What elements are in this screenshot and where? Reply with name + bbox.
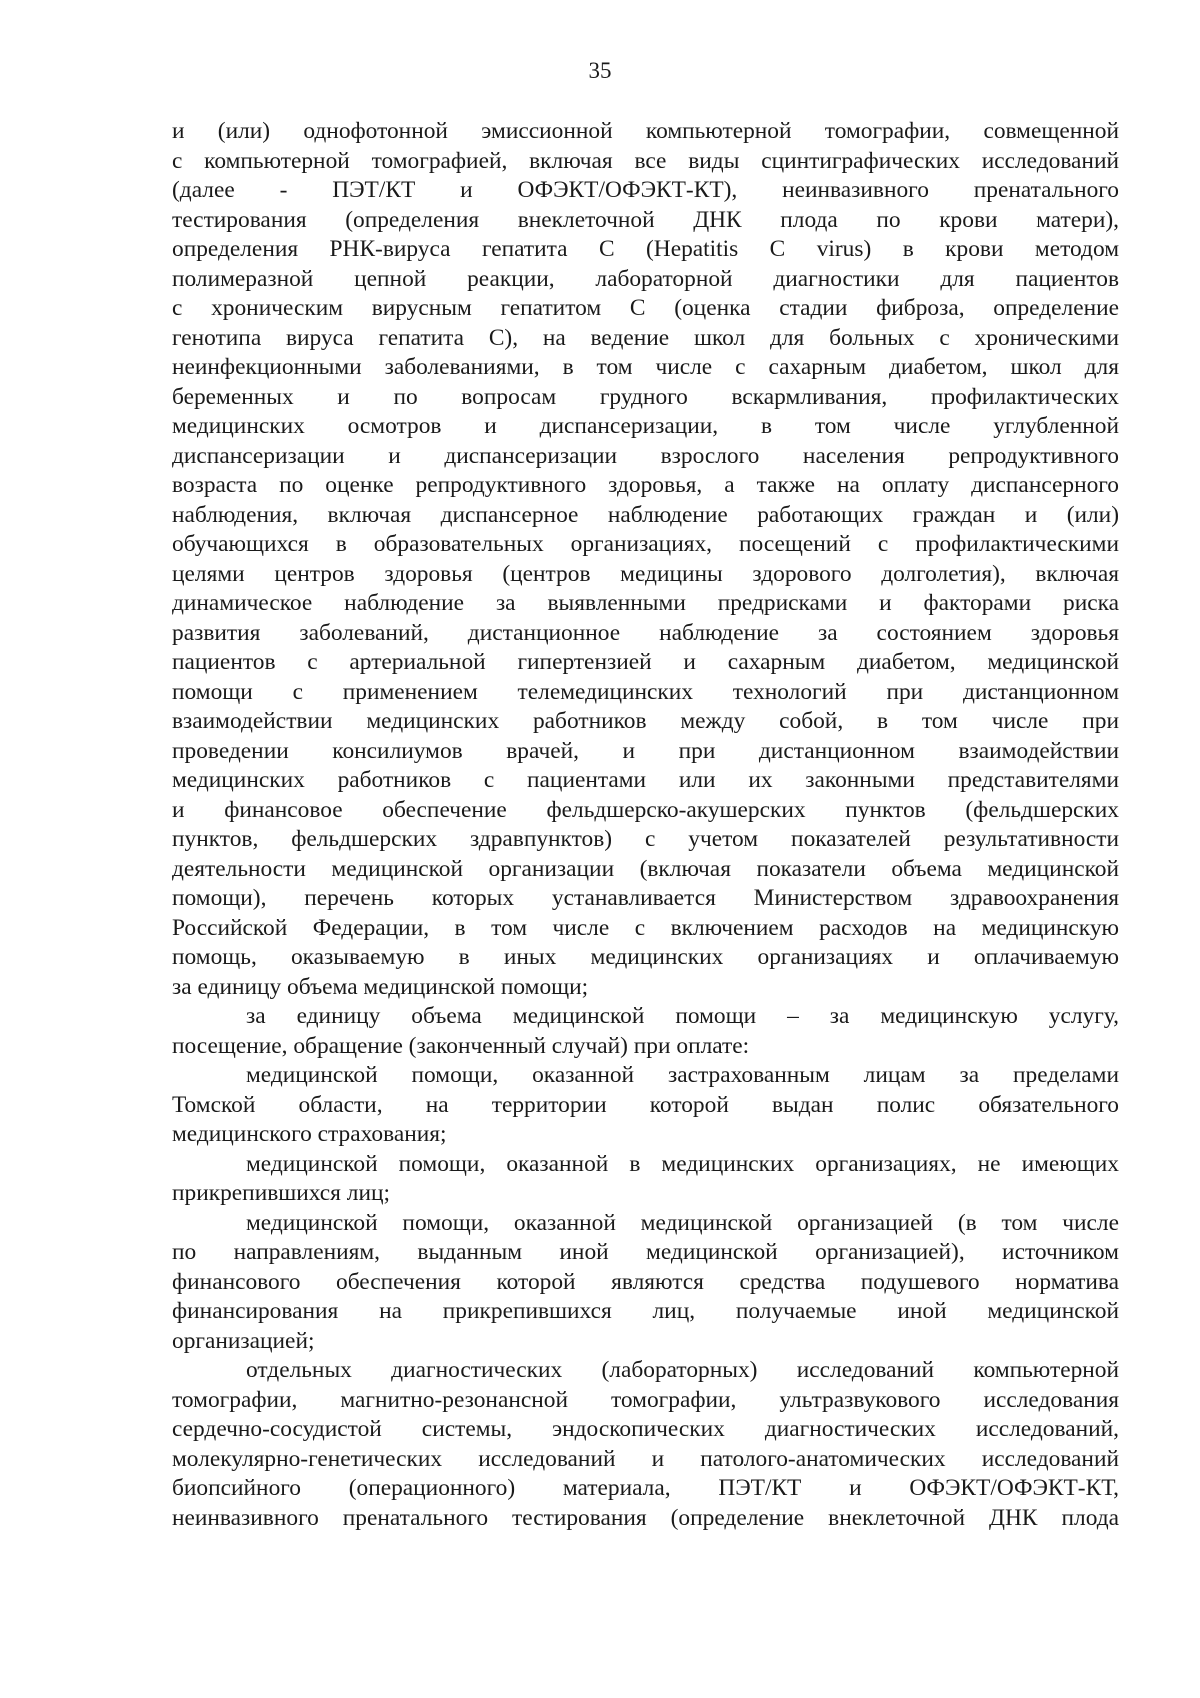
text-line: медицинского страхования; <box>172 1121 447 1147</box>
text-line: (далее - ПЭТ/КТ и ОФЭКТ/ОФЭКТ-КТ), неинвазивного пренатального <box>172 177 1119 203</box>
text-line: сердечно-сосудистой системы, эндоскопических диагностических исследований, <box>172 1416 1119 1442</box>
text-line: по направлениям, выданным иной медицинской организацией), источником <box>172 1239 1119 1265</box>
text-line: с хроническим вирусным гепатитом С (оценка стадии фиброза, определение <box>172 295 1119 321</box>
text-line: финансирования на прикрепившихся лиц, получаемые иной медицинской <box>172 1298 1119 1324</box>
paragraph <box>172 1150 1119 1209</box>
text-line: прикрепившихся лиц; <box>172 1180 390 1206</box>
text-line: медицинской помощи, оказанной в медицинских организациях, не имеющих <box>246 1150 1119 1177</box>
text-line: посещение, обращение (законченный случай) при оплате: <box>172 1032 750 1059</box>
text-line: биопсийного (операционного) материала, ПЭТ/КТ и ОФЭКТ/ОФЭКТ-КТ, <box>172 1475 1119 1501</box>
text-line: генотипа вируса гепатита С), на ведение школ для больных с хроническими <box>172 324 1119 351</box>
text-line: помощи), перечень которых устанавливается Министерством здравоохранения <box>172 885 1119 911</box>
text-line: помощь, оказываемую в иных медицинских организациях и оплачиваемую <box>172 944 1119 970</box>
text-line: развития заболеваний, дистанционное наблюдение за состоянием здоровья <box>172 619 1119 646</box>
text-line: тестирования (определения внеклеточной ДНК плода по крови матери), <box>172 206 1119 233</box>
text-line: Томской области, на территории которой выдан полис обязательного <box>172 1091 1119 1118</box>
text-line: молекулярно-генетических исследований и патолого-анатомических исследований <box>172 1445 1119 1472</box>
text-line: помощи с применением телемедицинских технологий при дистанционном <box>172 678 1119 705</box>
text-line: отдельных диагностических (лабораторных) исследований компьютерной <box>246 1357 1119 1383</box>
text-line: диспансеризации и диспансеризации взрослого населения репродуктивного <box>172 442 1119 469</box>
text-line: и (или) однофотонной эмиссионной компьютерной томографии, совмещенной <box>172 118 1119 144</box>
text-line: динамическое наблюдение за выявленными предрисками и факторами риска <box>172 590 1119 616</box>
text-line: проведении консилиумов врачей, и при дистанционном взаимодействии <box>172 737 1119 764</box>
text-line: Российской Федерации, в том числе с включением расходов на медицинскую <box>172 914 1119 941</box>
text-line: пунктов, фельдшерских здравпунктов) с учетом показателей результативности <box>172 826 1119 852</box>
text-line: томографии, магнитно-резонансной томографии, ультразвукового исследования <box>172 1386 1119 1413</box>
text-line: пациентов с артериальной гипертензией и сахарным диабетом, медицинской <box>172 649 1119 675</box>
paragraph <box>172 1002 1119 1061</box>
text-line: неинфекционными заболеваниями, в том числе с сахарным диабетом, школ для <box>172 354 1119 380</box>
text-line: определения РНК-вируса гепатита С (Hepatitis С virus) в крови методом <box>172 236 1119 262</box>
text-line: целями центров здоровья (центров медицины здорового долголетия), включая <box>172 560 1119 587</box>
paragraph <box>172 1356 1119 1533</box>
paragraph <box>172 117 1119 1002</box>
text-line: с компьютерной томографией, включая все виды сцинтиграфических исследований <box>172 147 1119 174</box>
text-line: медицинской помощи, оказанной медицинской организацией (в том числе <box>246 1209 1119 1236</box>
text-line: обучающихся в образовательных организациях, посещений с профилактическими <box>172 531 1119 557</box>
body-text <box>172 117 1119 1533</box>
text-line: медицинских работников с пациентами или их законными представителями <box>172 767 1119 793</box>
text-line: за единицу объема медицинской помощи – за медицинскую услугу, <box>246 1003 1119 1029</box>
text-line: медицинских осмотров и диспансеризации, в том числе углубленной <box>172 413 1119 439</box>
text-line: взаимодействии медицинских работников между собой, в том числе при <box>172 708 1119 734</box>
text-line: деятельности медицинской организации (включая показатели объема медицинской <box>172 855 1119 882</box>
text-line: организацией; <box>172 1327 315 1354</box>
paragraph <box>172 1209 1119 1357</box>
text-line: полимеразной цепной реакции, лабораторной диагностики для пациентов <box>172 265 1119 292</box>
text-line: и финансовое обеспечение фельдшерско-акушерских пунктов (фельдшерских <box>172 796 1119 823</box>
paragraph <box>172 1061 1119 1150</box>
text-line: медицинской помощи, оказанной застрахованным лицам за пределами <box>246 1062 1119 1088</box>
page-number: 35 <box>588 58 612 83</box>
text-line: возраста по оценке репродуктивного здоровья, а также на оплату диспансерного <box>172 472 1119 498</box>
text-line: наблюдения, включая диспансерное наблюдение работающих граждан и (или) <box>172 501 1119 528</box>
text-line: за единицу объема медицинской помощи; <box>172 973 589 1000</box>
text-line: финансового обеспечения которой являются средства подушевого норматива <box>172 1268 1119 1295</box>
text-line: неинвазивного пренатального тестирования (определение внеклеточной ДНК плода <box>172 1504 1119 1531</box>
text-line: беременных и по вопросам грудного вскармливания, профилактических <box>172 383 1119 410</box>
